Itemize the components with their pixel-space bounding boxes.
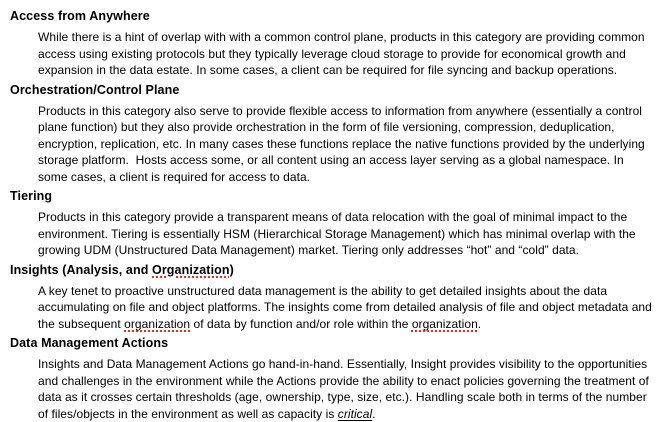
text-segment-spellcheck: organization [124,316,191,331]
text-segment: Products in this category also serve to provide flexible access to information from anywhere (essentially a control plane function) but they also provide orchestration in the form of file versioning, compression, deduplication, encryption, replication, etc. In many cases these functions replace the native functions provided by the underlying storage platform. Hosts access some, or all content using an access layer serving as a global namespace. In some cases, a client is required for access to data. [38,103,649,184]
section-heading [10,8,653,24]
section-paragraph [38,209,653,259]
text-segment: of data by function and/or role within the [190,316,412,331]
document-body [10,8,656,422]
section-paragraph [38,283,656,333]
text-segment: Products in this category provide a transparent means of data relocation with the goal of minimal impact to the environment. Tiering is essentially HSM (Hierarchical Storage Management) which has minimal overlap with the growing UDM (Unstructured Data Management) market. Tiering only addresses “hot” and “cold” data. [38,210,640,257]
document-section-tiering [10,188,653,259]
text-segment: Access from Anywhere [10,9,150,23]
text-segment: . [372,406,376,421]
text-segment: Insights and Data Management Actions go hand-in-hand. Essentially, Insight provides visibility to the opportunities and challenges in the environment while the Actions provide the ability to enact policies governing the treatment of data as it crosses certain thresholds (age, ownership, type, size, etc.). Handling scale both in terms of the number of files/objects in the environment as well as capacity is [38,357,653,421]
text-segment: Orchestration/Control Plane [10,82,180,97]
section-paragraph [38,103,653,186]
section-paragraph [38,29,653,79]
section-paragraph [38,356,653,422]
section-heading [10,335,653,351]
document-section-access-from-anywhere [10,8,653,79]
text-segment-spellcheck: organization [411,316,478,331]
section-heading [10,188,653,204]
document-section-insights-analysis-organization [10,262,656,333]
text-segment: Tiering [10,189,53,203]
text-segment-emphasis: critical [337,406,373,421]
text-segment: Data Management Actions [10,336,169,350]
text-segment: A key tenet to proactive unstructured data management is the ability to get detailed insights about the data accumulating on file and object platforms. The insights come from detailed analysis of file and object metadata and the subsequent [38,283,656,331]
document-section-data-management-actions [10,335,653,422]
text-segment: . [477,316,482,331]
text-segment: While there is a hint of overlap with with a common control plane, products in this category are providing common access using existing protocols but they typically leverage cloud storage to provide for economical growth and expansion in the data estate. In some cases, a client can be required for file syncing and backup operations. [38,30,648,77]
section-heading [10,82,653,98]
text-segment: Insights (Analysis, and [10,262,153,277]
text-segment: ) [229,262,234,277]
document-section-orchestration-control-plane [10,82,653,186]
text-segment-spellcheck: Organization [152,262,230,277]
section-heading [10,262,653,278]
